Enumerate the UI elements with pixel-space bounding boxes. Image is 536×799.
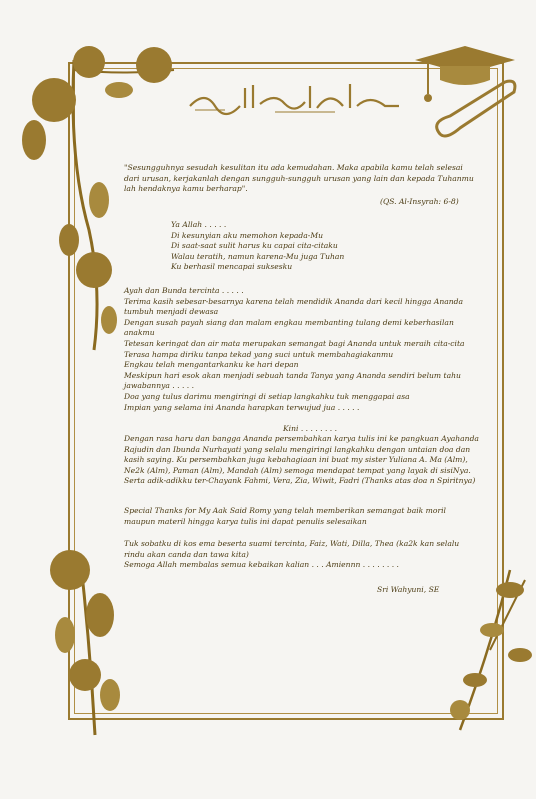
floral-bottom-left-icon xyxy=(40,545,140,745)
friends-note: Tuk sobatku di kos ema beserta suami tercinta, Faiz, Wati, Dilla, Thea (ka2k kan selalu rindu akan canda dan tawa kita) Semoga Allah membalas semua kebaikan kalian . . . Amiennn . . . . . . . . xyxy=(124,539,460,570)
graduation-cap-icon xyxy=(410,42,520,142)
parents-dedication: Ayah dan Bunda tercinta . . . . . Terima kasih sebesar-besarnya karena telah mendidik Ananda dari kecil hingga Ananda tumbuh menjadi dewasa Dengan susah payah siang dan malam engkau membanting tulang demi keberhasilan anakmu Tetesan keringat dan air mata merupakan semangat bagi Ananda untuk meraih cita-cita Terasa hampa diriku tanpa tekad yang suci untuk membahagiakanmu Engkau telah mengantarkanku ke hari depan Meskipun hari esok akan menjadi sebuah tanda Tanya yang Ananda sendiri belum tahu jawabannya . . . . . Doa yang tulus darimu mengiringi di setiap langkahku tuk menggapai asa Impian yang selama ini Ananda harapkan terwujud jua . . . . . xyxy=(124,286,465,412)
opening-quote: "Sesungguhnya sesudah kesulitan itu ada kemudahan. Maka apabila kamu telah selesai dari urusan, kerjakanlah dengan sungguh-sungguh urusan yang lain dan kepada Tuhanmu lah hendaknya kamu berharap". xyxy=(124,163,474,194)
quote-source: (QS. Al-Insyrah: 6-8) xyxy=(380,197,459,206)
kini-heading: Kini . . . . . . . . xyxy=(283,424,338,433)
prayer-verse: Ya Allah . . . . . Di kesunyian aku memohon kepada-Mu Di saat-saat sulit harus ku capai cita-citaku Walau teratih, namun karena-Mu juga Tuhan Ku berhasil mencapai suksesku xyxy=(171,220,345,272)
signature: Sri Wahyuni, SE xyxy=(377,585,440,594)
calligraphy-header-icon xyxy=(185,80,405,116)
special-thanks: Special Thanks for My Aak Said Romy yang telah memberikan semangat baik moril maupun materil hingga karya tulis ini dapat penulis selesaikan xyxy=(124,506,446,526)
kini-paragraph: Dengan rasa haru dan bangga Ananda persembahkan karya tulis ini ke pangkuan Ayahanda Rajudin dan Ibunda Nurhayati yang selalu mengiringi langkahku dengan untaian doa dan kasih saying. Ku persembahkan juga kebahagiaan ini buat my sister Yuliana A. Ma (Alm), Ne2k (Alm), Paman (Alm), Mandah (Alm) semoga mendapat tempat yang layak di sisiNya. Serta adik-adikku ter-Chayank Fahmi, Vera, Zia, Wiwit, Fadri (Thanks atas doa n Spiritnya) xyxy=(124,434,479,486)
